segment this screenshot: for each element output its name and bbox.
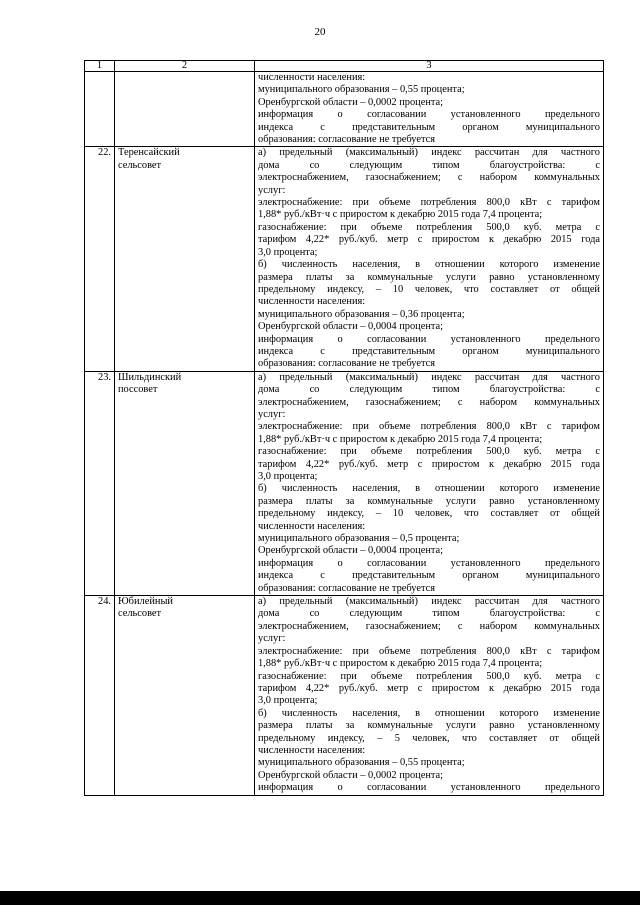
data-table xyxy=(84,60,604,796)
table-row xyxy=(85,371,604,595)
text-line: численности населения: xyxy=(258,72,366,83)
text-line: б) численность населения, в отношении которого изменение xyxy=(258,707,600,719)
text-line: Оренбургской области – 0,0004 процента; xyxy=(258,545,444,557)
text-line: образования: согласование не требуется xyxy=(258,134,436,146)
text-line: информация о согласовании установленного предельного xyxy=(258,109,600,121)
settlement-name-line: Шильдинский xyxy=(118,371,182,383)
table-row xyxy=(85,147,604,371)
row-number-cell: 24. xyxy=(85,596,115,796)
settlement-name-line: поссовет xyxy=(118,384,158,396)
text-line: электроснабжением, газоснабжением; с набором коммунальных xyxy=(258,620,600,632)
text-line: образования: согласование не требуется xyxy=(258,582,436,594)
text-line: газоснабжение: при объеме потребления 500,0 куб. метра с xyxy=(258,221,600,233)
settlement-name-cell xyxy=(115,147,255,371)
text-line: а) предельный (максимальный) индекс рассчитан для частного xyxy=(258,147,600,159)
text-line: предельному индексу, – 5 человек, что составляет от общей xyxy=(258,732,600,744)
description-cell xyxy=(255,72,604,147)
text-line: индекса с представительным органом муниципального xyxy=(258,345,600,357)
text-line: дома со следующим типом благоустройства: с xyxy=(258,608,600,620)
row-number-cell: 23. xyxy=(85,371,115,595)
settlement-name-line: сельсовет xyxy=(118,608,162,620)
settlement-name-line: сельсовет xyxy=(118,159,162,171)
scan-edge-bar xyxy=(0,891,640,905)
text-line: тарифом 4,22* руб./куб. метр с приростом к декабрю 2015 года xyxy=(258,682,600,694)
text-line: 1,88* руб./кВт·ч с приростом к декабрю 2015 года 7,4 процента; xyxy=(258,433,543,445)
text-line: б) численность населения, в отношении которого изменение xyxy=(258,483,600,495)
text-line: услуг: xyxy=(258,408,286,420)
text-line: размера платы за коммунальные услуги равно установленному xyxy=(258,495,600,507)
text-line: муниципального образования – 0,55 процента; xyxy=(258,84,465,96)
text-line: муниципального образования – 0,36 процента; xyxy=(258,308,465,320)
settlement-name-line: Юбилейный xyxy=(118,596,173,608)
text-line: электроснабжением, газоснабжением; с набором коммунальных xyxy=(258,396,600,408)
text-line: электроснабжение: при объеме потребления 800,0 кВт с тарифом xyxy=(258,421,600,433)
text-line: Оренбургской области – 0,0002 процента; xyxy=(258,769,444,781)
text-line: услуг: xyxy=(258,633,286,645)
text-line: индекса с представительным органом муниципального xyxy=(258,121,600,133)
text-line: электроснабжение: при объеме потребления 800,0 кВт с тарифом xyxy=(258,645,600,657)
text-line: муниципального образования – 0,5 процента; xyxy=(258,533,460,545)
text-line: услуг: xyxy=(258,184,286,196)
text-line: тарифом 4,22* руб./куб. метр с приростом к декабрю 2015 года xyxy=(258,458,600,470)
page-number: 20 xyxy=(314,26,326,38)
text-line: тарифом 4,22* руб./куб. метр с приростом к декабрю 2015 года xyxy=(258,234,600,246)
settlement-name-line: Теренсайский xyxy=(118,147,180,159)
header-col-3: 3 xyxy=(255,61,604,72)
text-line: образования: согласование не требуется xyxy=(258,358,436,370)
text-line: а) предельный (максимальный) индекс рассчитан для частного xyxy=(258,596,600,608)
text-line: дома со следующим типом благоустройства: с xyxy=(258,384,600,396)
row-number-cell: 22. xyxy=(85,147,115,371)
text-line: индекса с представительным органом муниципального xyxy=(258,570,600,582)
text-line: электроснабжением, газоснабжением; с набором коммунальных xyxy=(258,172,600,184)
description-cell xyxy=(255,596,604,796)
header-col-1: 1 xyxy=(85,61,115,72)
table-row xyxy=(85,596,604,796)
description-cell xyxy=(255,371,604,595)
text-line: предельному индексу, – 10 человек, что составляет от общей xyxy=(258,283,600,295)
settlement-name-cell xyxy=(115,371,255,595)
text-line: размера платы за коммунальные услуги равно установленному xyxy=(258,271,600,283)
text-line: б) численность населения, в отношении которого изменение xyxy=(258,259,600,271)
text-line: электроснабжение: при объеме потребления 800,0 кВт с тарифом xyxy=(258,197,600,209)
text-line: информация о согласовании установленного предельного xyxy=(258,782,600,794)
text-line: размера платы за коммунальные услуги равно установленному xyxy=(258,720,600,732)
text-line: информация о согласовании установленного предельного xyxy=(258,333,600,345)
text-line: газоснабжение: при объеме потребления 500,0 куб. метра с xyxy=(258,670,600,682)
text-line: 3,0 процента; xyxy=(258,246,318,258)
text-line: дома со следующим типом благоустройства: с xyxy=(258,159,600,171)
text-line: численности населения: xyxy=(258,520,366,532)
header-row xyxy=(85,61,604,72)
row-number-cell xyxy=(85,72,115,147)
text-line: 3,0 процента; xyxy=(258,471,318,482)
text-line: 3,0 процента; xyxy=(258,695,318,707)
text-line: 1,88* руб./кВт·ч с приростом к декабрю 2015 года 7,4 процента; xyxy=(258,658,543,670)
text-line: численности населения: xyxy=(258,744,366,756)
settlement-name-cell xyxy=(115,72,255,147)
text-line: газоснабжение: при объеме потребления 500,0 куб. метра с xyxy=(258,446,600,458)
text-line: предельному индексу, – 10 человек, что составляет от общей xyxy=(258,508,600,520)
continuation-row xyxy=(85,72,604,147)
text-line: Оренбургской области – 0,0002 процента; xyxy=(258,96,444,108)
header-col-2: 2 xyxy=(115,61,255,72)
text-line: а) предельный (максимальный) индекс рассчитан для частного xyxy=(258,371,600,383)
description-cell xyxy=(255,147,604,371)
text-line: муниципального образования – 0,55 процента; xyxy=(258,757,465,769)
text-line: численности населения: xyxy=(258,296,366,308)
settlement-name-cell xyxy=(115,596,255,796)
text-line: информация о согласовании установленного предельного xyxy=(258,557,600,569)
text-line: 1,88* руб./кВт·ч с приростом к декабрю 2015 года 7,4 процента; xyxy=(258,209,543,221)
text-line: Оренбургской области – 0,0004 процента; xyxy=(258,321,444,333)
